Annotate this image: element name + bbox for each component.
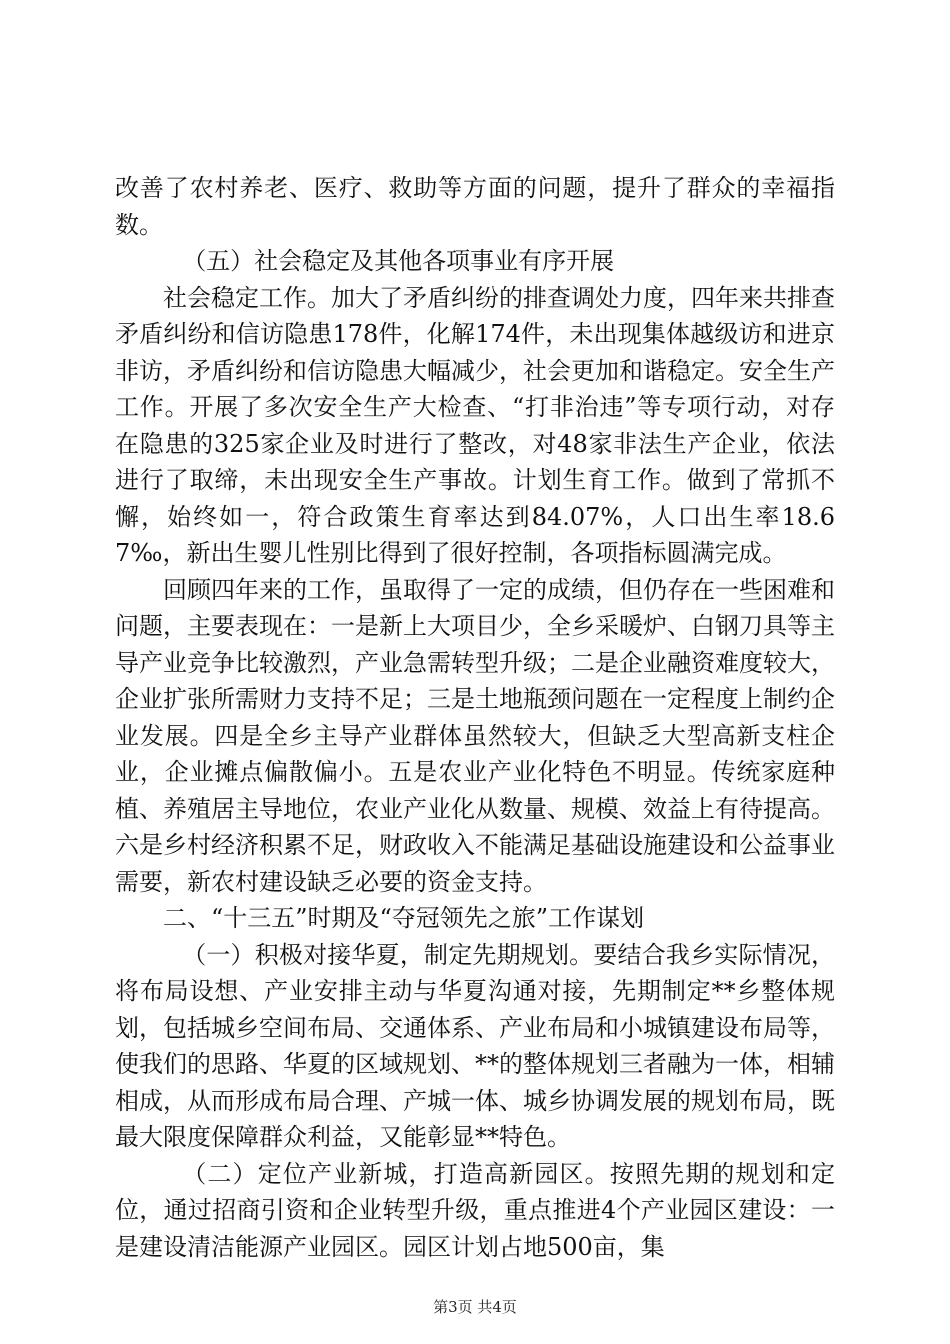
- section-heading-two: 二、“十三五”时期及“夺冠领先之旅”工作谋划: [163, 904, 645, 932]
- paragraph-continuation: 改善了农村养老、医疗、救助等方面的问题，提升了群众的幸福指数。: [115, 174, 835, 239]
- paragraph-social-stability: 社会稳定工作。加大了矛盾纠纷的排查调处力度，四年来共排查矛盾纠纷和信访隐患178件，化解174件，未出现集体越级访和进京非访，矛盾纠纷和信访隐患大幅减少，社会更加和谐稳定。安全生产工作。开展了多次安全生产大检查、“打非治违”等专项行动，对存在隐患的325家企业及时进行了整改，对48家非法生产企业，依法进行了取缔，未出现安全生产事故。计划生育工作。做到了常抓不懈，始终如一，符合政策生育率达到84.07%，人口出生率18.67‰，新出生婴儿性别比得到了很好控制，各项指标圆满完成。: [115, 283, 835, 567]
- page-footer: 第3页 共4页: [433, 1298, 517, 1316]
- body-text: [115, 170, 835, 1265]
- paragraph-problems-review: 回顾四年来的工作，虽取得了一定的成绩，但仍存在一些困难和问题，主要表现在：一是新上大项目少，全乡采暖炉、白钢刀具等主导产业竞争比较激烈，产业急需转型升级；二是企业融资难度较大，企业扩张所需财力支持不足；三是土地瓶颈问题在一定程度上制约企业发展。四是全乡主导产业群体虽然较大，但缺乏大型高新支柱企业，企业摊点偏散偏小。五是农业产业化特色不明显。传统家庭种植、养殖居主导地位，农业产业化从数量、规模、效益上有待提高。六是乡村经济积累不足，财政收入不能满足基础设施建设和公益事业需要，新农村建设缺乏必要的资金支持。: [115, 575, 835, 896]
- section-heading-five: （五）社会稳定及其他各项事业有序开展: [182, 247, 615, 275]
- paragraph-plan-one: （一）积极对接华夏，制定先期规划。要结合我乡实际情况，将布局设想、产业安排主动与华夏沟通对接，先期制定**乡整体规划，包括城乡空间布局、交通体系、产业布局和小城镇建设布局等，使我们的思路、华夏的区域规划、**的整体规划三者融为一体，相辅相成，从而形成布局合理、产城一体、城乡协调发展的规划布局，既最大限度保障群众利益，又能彰显**特色。: [115, 940, 835, 1151]
- paragraph-plan-two: （二）定位产业新城，打造高新园区。按照先期的规划和定位，通过招商引资和企业转型升级，重点推进4个产业园区建设：一是建设清洁能源产业园区。园区计划占地500亩，集: [115, 1159, 835, 1261]
